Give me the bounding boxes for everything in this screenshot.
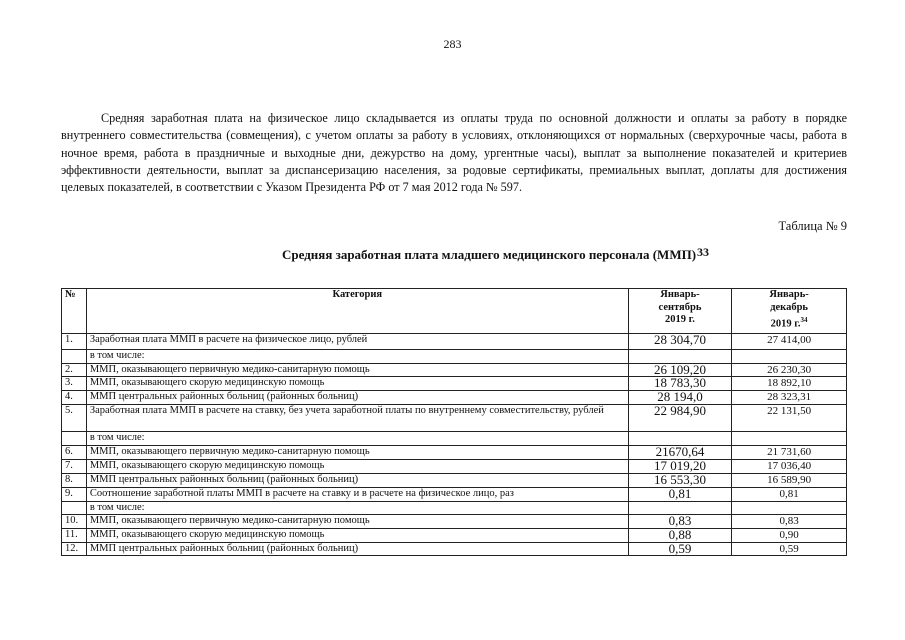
header-jan-dec-line1: Январь- bbox=[769, 289, 809, 300]
row-value-jan-dec: 17 036,40 bbox=[732, 459, 847, 473]
row-value-jan-sep: 0,88 bbox=[628, 529, 731, 543]
header-jan-dec bbox=[732, 289, 847, 334]
row-value-jan-dec: 0,90 bbox=[732, 529, 847, 543]
header-jan-sep-line1: Январь- bbox=[660, 289, 700, 300]
table-row bbox=[62, 391, 847, 405]
intro-paragraph: Средняя заработная плата на физическое лицо складывается из оплаты труда по основной должности и оплаты за работу в порядке внутреннего совместительства (совмещения), с учетом оплаты за работу в условиях, отклоняющихся от нормальных (сверхурочные часы, работа в ночное время, работа в праздничные и выходные дни, дежурство на дому, ургентные часы), выплат за выполнение показателей и критериев эффективности деятельности, выплат за диспансеризацию населения, за родовые сертификаты, премиальных выплат, доплаты для достижения целевых показателей, в соответствии с Указом Президента РФ от 7 мая 2012 года № 597. bbox=[61, 111, 847, 195]
row-category: ММП, оказывающего первичную медико-санитарную помощь bbox=[86, 363, 628, 377]
table-row bbox=[62, 473, 847, 487]
row-number: 3. bbox=[62, 377, 87, 391]
table-row bbox=[62, 363, 847, 377]
table-title-footnote: 33 bbox=[697, 245, 710, 259]
salary-table bbox=[61, 288, 847, 556]
row-number bbox=[62, 432, 87, 446]
row-value-jan-dec bbox=[732, 501, 847, 515]
row-number bbox=[62, 501, 87, 515]
header-jan-dec-footnote: 34 bbox=[800, 316, 808, 324]
row-value-jan-dec: 0,59 bbox=[732, 542, 847, 556]
header-jan-sep-line2: сентябрь bbox=[658, 301, 702, 313]
row-category: ММП, оказывающего скорую медицинскую помощь bbox=[86, 377, 628, 391]
row-number: 5. bbox=[62, 405, 87, 432]
table-row bbox=[62, 501, 847, 515]
row-category: ММП, оказывающего скорую медицинскую помощь bbox=[86, 459, 628, 473]
header-no: № bbox=[62, 289, 87, 334]
row-category: ММП, оказывающего первичную медико-санитарную помощь bbox=[86, 445, 628, 459]
row-value-jan-sep: 28 194,0 bbox=[628, 391, 731, 405]
table-body bbox=[62, 334, 847, 556]
row-value-jan-sep bbox=[628, 432, 731, 446]
row-value-jan-sep: 0,81 bbox=[628, 487, 731, 501]
row-number: 8. bbox=[62, 473, 87, 487]
page-number: 283 bbox=[443, 37, 462, 51]
row-category: Заработная плата ММП в расчете на ставку, без учета заработной платы по внутреннему совместительству, рублей bbox=[86, 405, 628, 432]
row-number: 2. bbox=[62, 363, 87, 377]
row-value-jan-dec: 0,83 bbox=[732, 515, 847, 529]
row-value-jan-sep bbox=[628, 350, 731, 364]
table-row bbox=[62, 432, 847, 446]
row-number: 10. bbox=[62, 515, 87, 529]
row-value-jan-dec: 26 230,30 bbox=[732, 363, 847, 377]
row-value-jan-dec: 0,81 bbox=[732, 487, 847, 501]
table-title bbox=[282, 247, 709, 263]
row-value-jan-sep: 26 109,20 bbox=[628, 363, 731, 377]
table-row bbox=[62, 405, 847, 432]
table-row bbox=[62, 334, 847, 350]
row-category: в том числе: bbox=[86, 501, 628, 515]
row-number bbox=[62, 350, 87, 364]
table-header-row bbox=[62, 289, 847, 334]
row-number: 9. bbox=[62, 487, 87, 501]
row-value-jan-sep: 17 019,20 bbox=[628, 459, 731, 473]
row-value-jan-dec: 18 892,10 bbox=[732, 377, 847, 391]
row-value-jan-sep: 21670,64 bbox=[628, 445, 731, 459]
row-value-jan-sep: 22 984,90 bbox=[628, 405, 731, 432]
row-value-jan-dec: 28 323,31 bbox=[732, 391, 847, 405]
header-jan-dec-line2: декабрь bbox=[770, 301, 808, 313]
row-value-jan-sep: 0,83 bbox=[628, 515, 731, 529]
row-value-jan-dec: 16 589,90 bbox=[732, 473, 847, 487]
row-value-jan-sep: 28 304,70 bbox=[628, 334, 731, 350]
row-number: 7. bbox=[62, 459, 87, 473]
row-value-jan-sep: 18 783,30 bbox=[628, 377, 731, 391]
row-category: ММП центральных районных больниц (районных больниц) bbox=[86, 542, 628, 556]
row-number: 4. bbox=[62, 391, 87, 405]
row-category: в том числе: bbox=[86, 350, 628, 364]
table-row bbox=[62, 350, 847, 364]
row-category: ММП, оказывающего скорую медицинскую помощь bbox=[86, 529, 628, 543]
row-value-jan-dec bbox=[732, 350, 847, 364]
row-value-jan-sep: 0,59 bbox=[628, 542, 731, 556]
table-row bbox=[62, 542, 847, 556]
table-row bbox=[62, 459, 847, 473]
table-row bbox=[62, 377, 847, 391]
row-value-jan-sep: 16 553,30 bbox=[628, 473, 731, 487]
table-row bbox=[62, 445, 847, 459]
header-category: Категория bbox=[86, 289, 628, 334]
row-category: ММП, оказывающего первичную медико-санитарную помощь bbox=[86, 515, 628, 529]
header-jan-sep bbox=[628, 289, 731, 334]
row-category: Соотношение заработной платы ММП в расчете на ставку и в расчете на физическое лицо, раз bbox=[86, 487, 628, 501]
row-category: ММП центральных районных больниц (районных больниц) bbox=[86, 473, 628, 487]
row-category: в том числе: bbox=[86, 432, 628, 446]
row-number: 1. bbox=[62, 334, 87, 350]
header-jan-sep-line3: 2019 г. bbox=[665, 314, 695, 325]
row-value-jan-dec bbox=[732, 432, 847, 446]
row-category: Заработная плата ММП в расчете на физическое лицо, рублей bbox=[86, 334, 628, 350]
row-number: 11. bbox=[62, 529, 87, 543]
row-value-jan-dec: 22 131,50 bbox=[732, 405, 847, 432]
row-number: 6. bbox=[62, 445, 87, 459]
table-row bbox=[62, 487, 847, 501]
table-row bbox=[62, 529, 847, 543]
table-title-text: Средняя заработная плата младшего медицинского персонала (ММП) bbox=[282, 247, 697, 262]
table-row bbox=[62, 515, 847, 529]
table-label: Таблица № 9 bbox=[778, 219, 847, 233]
row-value-jan-dec: 21 731,60 bbox=[732, 445, 847, 459]
row-category: ММП центральных районных больниц (районных больниц) bbox=[86, 391, 628, 405]
row-value-jan-dec: 27 414,00 bbox=[732, 334, 847, 350]
row-number: 12. bbox=[62, 542, 87, 556]
header-jan-dec-line3: 2019 г. bbox=[770, 318, 801, 330]
